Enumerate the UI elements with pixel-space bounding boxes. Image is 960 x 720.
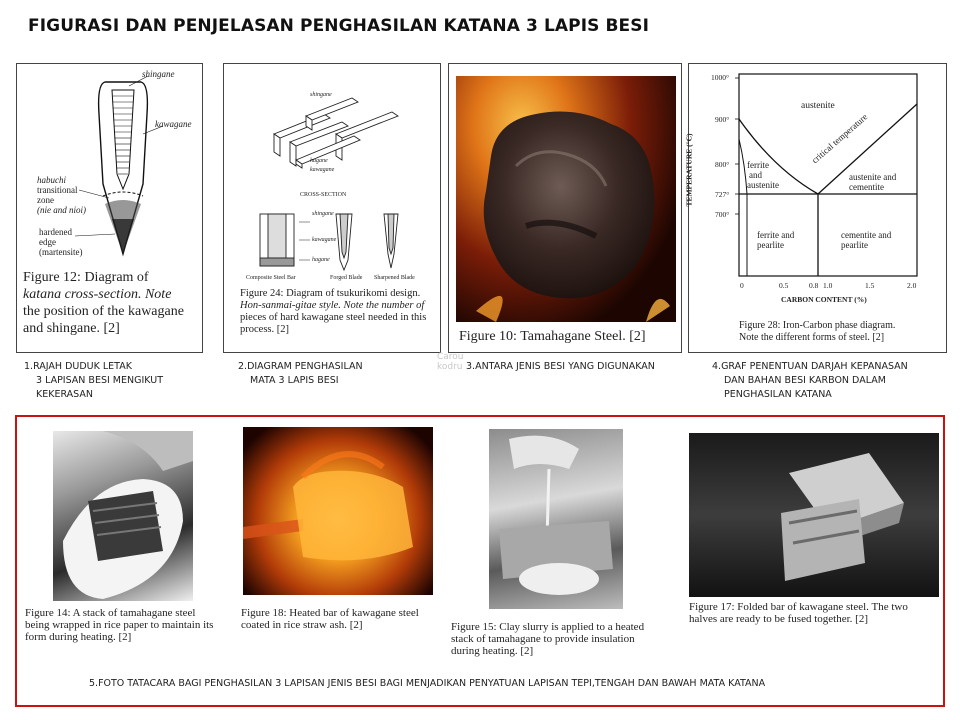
- x-tick-08: 0.8: [809, 281, 819, 290]
- x-tick-10: 1.0: [823, 281, 833, 290]
- p2-label-shingane-cs: shingane: [312, 211, 334, 217]
- fig12-caption-1: Figure 12: Diagram of: [23, 270, 149, 285]
- region-critical-temperature: critical temperature: [809, 111, 870, 166]
- heated-bar: [243, 427, 433, 595]
- label-transitional: transitional: [37, 185, 78, 195]
- p2-label-composite: Composite Steel Bar: [246, 275, 296, 281]
- p2-label-kawagane: kawagane: [310, 167, 335, 173]
- x-tick-05: 0.5: [779, 281, 789, 290]
- tsukurikomi-panel: [223, 63, 441, 353]
- region-austenite-cementite-2: cementite: [849, 182, 884, 192]
- fig17-caption-1: Figure 17: Folded bar of kawagane steel. The two: [689, 601, 908, 613]
- fig15-caption-3: during heating. [2]: [451, 645, 534, 657]
- clay-slurry: [489, 429, 623, 609]
- paper-wrapped-stack: [53, 431, 193, 601]
- region-austenite-cementite-1: austenite and: [849, 172, 897, 182]
- fig24-caption-3: pieces of hard kawagane steel needed in this: [240, 312, 427, 323]
- p2-label-forged: Forged Blade: [330, 275, 363, 281]
- region-ferrite-pearlite-1: ferrite and: [757, 230, 795, 240]
- fig24-caption-1: Figure 24: Diagram of tsukurikomi design.: [240, 288, 421, 299]
- y-tick-700: 700°: [715, 210, 730, 219]
- fig17-photo: [689, 433, 939, 597]
- fig28-caption-2: Note the different forms of steel. [2]: [739, 332, 885, 343]
- fig14-caption-2: being wrapped in rice paper to maintain its: [25, 619, 214, 631]
- region-cementite-pearlite-1: cementite and: [841, 230, 892, 240]
- fig15-photo: [489, 429, 623, 609]
- panel3-note-1: 3.ANTARA JENIS BESI YANG DIGUNAKAN: [466, 361, 655, 372]
- fig14-caption-1: Figure 14: A stack of tamahagane steel: [25, 607, 196, 619]
- fig18-caption-2: coated in rice straw ash. [2]: [241, 619, 363, 631]
- label-zone: zone: [37, 195, 54, 205]
- panel4-note-1: 4.GRAF PENENTUAN DARJAH KEPANASAN: [712, 361, 908, 372]
- panel1-note-2: 3 LAPISAN BESI MENGIKUT: [36, 375, 164, 386]
- y-tick-1000: 1000°: [711, 73, 729, 82]
- phase-diagram-panel: [684, 63, 947, 353]
- fig15-caption-1: Figure 15: Clay slurry is applied to a heated: [451, 621, 645, 633]
- process-footer-note: 5.FOTO TATACARA BAGI PENGHASILAN 3 LAPISAN JENIS BESI BAGI MENJADIKAN PENYATUAN LAPISAN TEPI,TENGAH DAN BAWAH MATA KATANA: [89, 678, 766, 689]
- label-kawagane: kawagane: [155, 119, 192, 129]
- x-axis-title: CARBON CONTENT (%): [781, 295, 867, 304]
- label-hardened: hardened: [39, 227, 72, 237]
- fig24-caption-2: Hon-sanmai-gitae style. Note the number of: [240, 300, 425, 311]
- p2-label-kawagane-cs: kawagane: [312, 237, 337, 243]
- region-cementite-pearlite-2: pearlite: [841, 240, 868, 250]
- panel1-note-1: 1.RAJAH DUDUK LETAK: [24, 361, 132, 372]
- fig15-caption-2: stack of tamahagane to provide insulation: [451, 633, 635, 645]
- fig10-caption: Figure 10: Tamahagane Steel. [2]: [459, 329, 646, 344]
- fig24-caption-4: process. [2]: [240, 324, 289, 335]
- panel4-note-3: PENGHASILAN KATANA: [724, 389, 832, 400]
- slide-title: FIGURASI DAN PENJELASAN PENGHASILAN KATANA 3 LAPIS BESI: [28, 16, 650, 36]
- panel1-note-3: KEKERASAN: [36, 389, 93, 400]
- p2-label-cross-section: CROSS-SECTION: [300, 192, 347, 198]
- region-ferrite-austenite-1: ferrite: [747, 160, 769, 170]
- fig12-caption-3: the position of the kawagane: [23, 304, 184, 319]
- fig14-caption-3: form during heating. [2]: [25, 631, 132, 643]
- y-tick-800: 800°: [715, 160, 730, 169]
- tamahagane-panel: [448, 63, 682, 353]
- process-photos-box: [15, 415, 945, 707]
- fig18-photo: [243, 427, 433, 595]
- steel-lump: [456, 76, 676, 322]
- katana-cross-section-panel: [16, 63, 203, 353]
- fig12-caption-4: and shingane. [2]: [23, 321, 120, 336]
- x-tick-0: 0: [740, 281, 744, 290]
- region-ferrite-pearlite-2: pearlite: [757, 240, 784, 250]
- x-tick-20: 2.0: [907, 281, 917, 290]
- p2-label-shingane: shingane: [310, 92, 332, 98]
- fig18-caption-1: Figure 18: Heated bar of kawagane steel: [241, 607, 419, 619]
- p2-label-sharpened: Sharpened Blade: [374, 275, 415, 281]
- panel4-note-2: DAN BAHAN BESI KARBON DALAM: [724, 375, 886, 386]
- p2-label-hagane: hagane: [310, 158, 328, 164]
- y-tick-900: 900°: [715, 115, 730, 124]
- label-nie-nioi: (nie and nioi): [37, 205, 86, 215]
- fig14-photo: [53, 431, 193, 601]
- label-edge: edge: [39, 237, 56, 247]
- panel2-note-1: 2.DIAGRAM PENGHASILAN: [238, 361, 363, 372]
- label-shingane: shingane: [142, 69, 175, 79]
- region-austenite: austenite: [801, 101, 835, 111]
- y-tick-727: 727°: [715, 190, 730, 199]
- folded-bar: [689, 433, 939, 597]
- watermark-line-1: Carou: [437, 352, 464, 362]
- fig28-caption-1: Figure 28: Iron-Carbon phase diagram.: [739, 320, 896, 331]
- panel2-note-2: MATA 3 LAPIS BESI: [250, 375, 339, 386]
- region-ferrite-austenite-2: and: [749, 170, 762, 180]
- watermark: [437, 352, 464, 372]
- region-ferrite-austenite-3: austenite: [747, 180, 779, 190]
- label-habuchi: habuchi: [37, 175, 66, 185]
- label-martensite: (martensite): [39, 247, 83, 257]
- fig12-caption-2: katana cross-section. Note: [23, 287, 172, 302]
- fig17-caption-2: halves are ready to be fused together. [2]: [689, 613, 868, 625]
- watermark-line-2: kodru: [437, 362, 463, 372]
- y-axis-title: TEMPERATURE (°C): [684, 133, 694, 207]
- x-tick-15: 1.5: [865, 281, 875, 290]
- p2-label-hagane-cs: hagane: [312, 257, 330, 263]
- tamahagane-photo: [456, 76, 676, 322]
